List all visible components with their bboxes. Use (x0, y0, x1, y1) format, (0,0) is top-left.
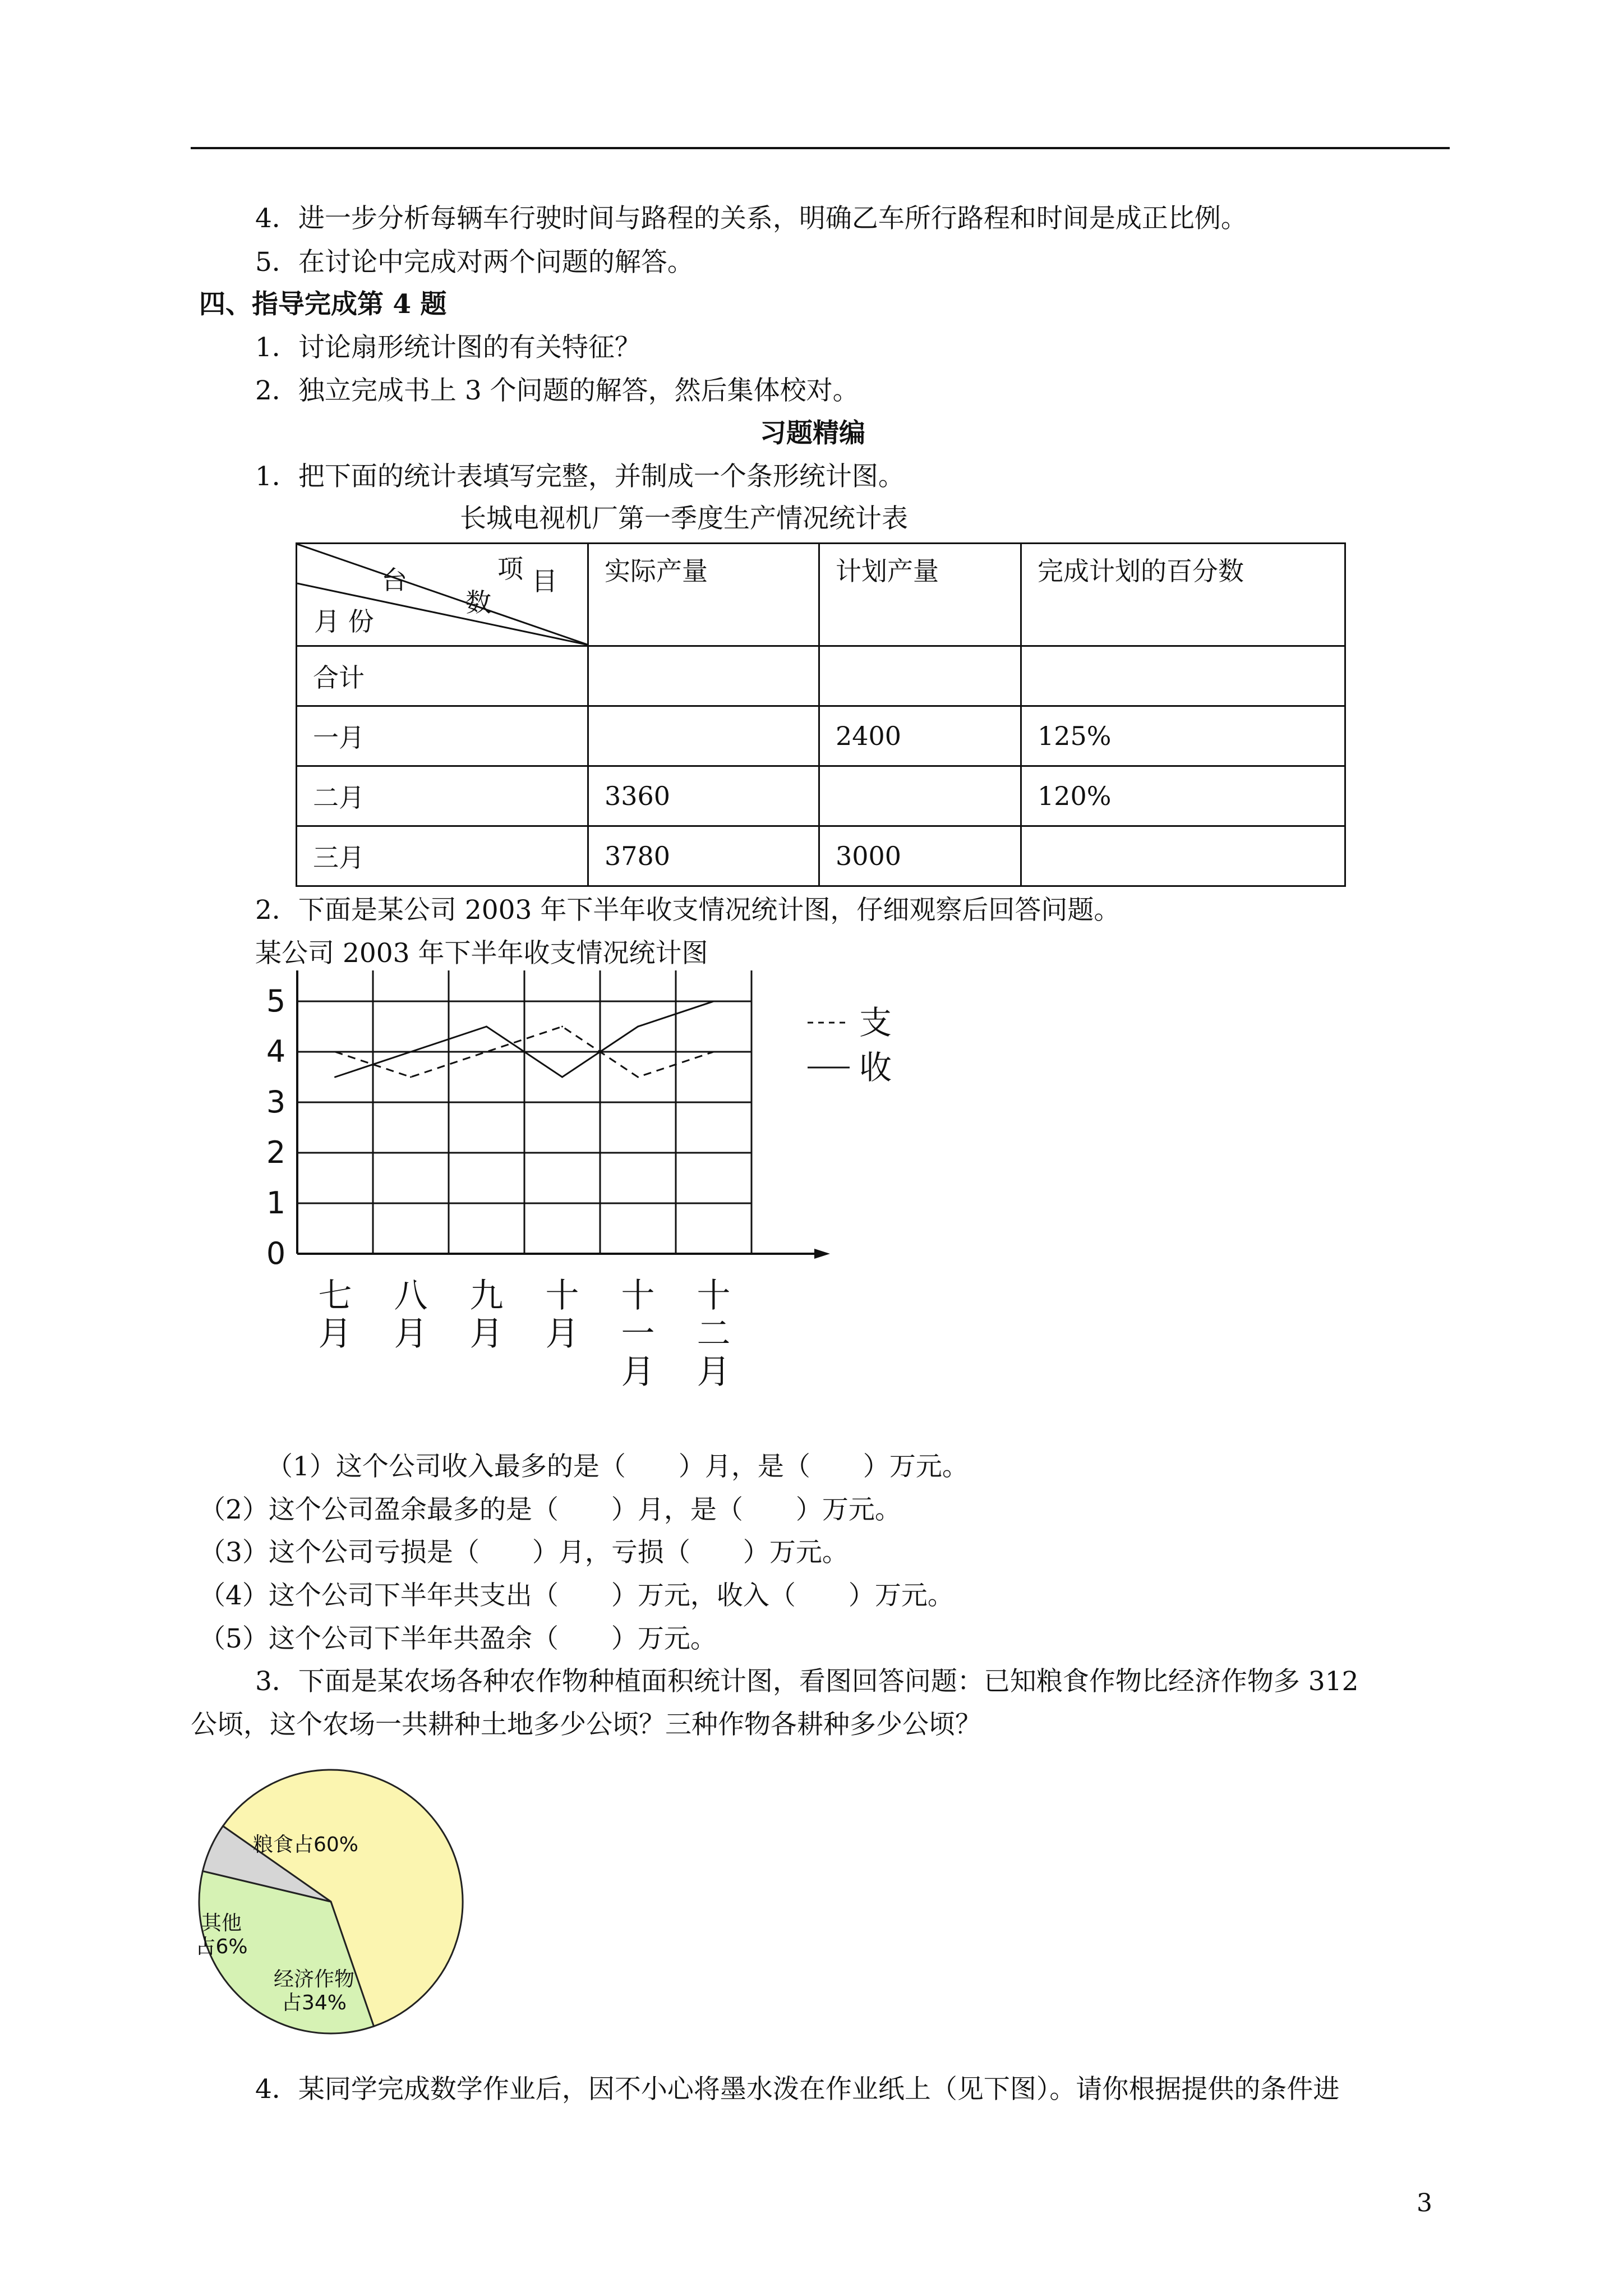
cell-actual: 3360 (588, 766, 819, 826)
data-point (486, 1051, 487, 1053)
question-item: （3）这个公司亏损是（ ）月，亏损（ ）万元。 (199, 1537, 849, 1568)
row-label: 合计 (297, 646, 588, 706)
table-row (297, 646, 1345, 706)
y-tick-label: 3 (266, 1084, 286, 1120)
x-axis-arrow (814, 1249, 830, 1259)
corner-item2: 目 (532, 566, 557, 596)
x-tick-label: 月 (545, 1314, 579, 1354)
pie-label: 经济作物 (273, 1968, 355, 1991)
question-4: 4．某同学完成数学作业后，因不小心将墨水泼在作业纸上（见下图）。请你根据提供的条件进 (255, 2074, 1340, 2105)
table-corner-cell (297, 544, 588, 646)
data-point (334, 1051, 336, 1053)
y-tick-label: 0 (266, 1236, 286, 1271)
legend-label: 支 (859, 1004, 892, 1042)
data-point (637, 1076, 639, 1078)
cell-pct: 125% (1021, 706, 1345, 766)
data-point (410, 1051, 412, 1053)
table-header-cell: 实际产量 (588, 544, 819, 646)
pie-label: 占34% (281, 1991, 347, 2014)
question-item: （4）这个公司下半年共支出（ ）万元，收入（ ）万元。 (199, 1580, 954, 1611)
row-label: 二月 (297, 766, 588, 826)
corner-tai: 台 (381, 565, 407, 595)
x-tick-label: 七 (318, 1276, 352, 1315)
data-point (334, 1076, 336, 1078)
question-item: （1）这个公司收入最多的是（ ）月，是（ ）万元。 (266, 1451, 969, 1482)
data-point (410, 1076, 412, 1078)
x-tick-label: 十 (621, 1276, 655, 1315)
table-row (297, 706, 1345, 766)
x-tick-label: 一 (621, 1314, 655, 1354)
pie-label: 占6% (195, 1935, 248, 1958)
pie-label: 粮食占60% (252, 1833, 359, 1856)
cell-actual: 3780 (588, 826, 819, 886)
header-rule (191, 147, 1450, 149)
x-tick-label: 十 (697, 1276, 731, 1315)
exercises-title: 习题精编 (760, 418, 865, 449)
text-line: 2．独立完成书上 3 个问题的解答，然后集体校对。 (255, 375, 859, 406)
row-label: 三月 (297, 826, 588, 886)
table-header-cell: 完成计划的百分数 (1021, 544, 1345, 646)
section-heading: 四、指导完成第 4 题 (199, 289, 447, 320)
corner-shu: 数 (465, 587, 491, 618)
x-tick-label: 月 (697, 1352, 731, 1392)
chart-title: 某公司 2003 年下半年收支情况统计图 (255, 938, 708, 969)
data-point (486, 1026, 487, 1028)
x-tick-label: 十 (545, 1276, 579, 1315)
data-point (713, 1001, 714, 1002)
x-tick-label: 月 (318, 1314, 352, 1354)
question-1: 1．把下面的统计表填写完整，并制成一个条形统计图。 (255, 461, 905, 492)
cell-plan: 3000 (819, 826, 1021, 886)
question-2: 2．下面是某公司 2003 年下半年收支情况统计图，仔细观察后回答问题。 (255, 895, 1121, 926)
question-item: （2）这个公司盈余最多的是（ ）月，是（ ）万元。 (199, 1494, 901, 1525)
pie-label: 其他 (201, 1912, 242, 1935)
y-tick-label: 1 (266, 1185, 286, 1221)
x-tick-label: 月 (621, 1352, 655, 1392)
row-label: 一月 (297, 706, 588, 766)
cell-plan (819, 766, 1021, 826)
page-number: 3 (1417, 2189, 1432, 2217)
cell-pct (1021, 826, 1345, 886)
crop-area-pie-chart (185, 1756, 477, 2047)
x-tick-label: 八 (394, 1276, 428, 1315)
y-tick-label: 2 (266, 1135, 286, 1170)
data-point (561, 1076, 563, 1078)
corner-month: 月 份 (314, 606, 374, 637)
question-item: （5）这个公司下半年共盈余（ ）万元。 (199, 1623, 717, 1654)
cell-plan: 2400 (819, 706, 1021, 766)
table-header-cell: 计划产量 (819, 544, 1021, 646)
data-point (713, 1051, 714, 1053)
corner-item: 项 (497, 554, 523, 584)
x-tick-label: 二 (697, 1314, 731, 1354)
cell-pct: 120% (1021, 766, 1345, 826)
cell-pct (1021, 646, 1345, 706)
data-point (637, 1026, 639, 1028)
y-tick-label: 5 (266, 983, 286, 1019)
table-title: 长城电视机厂第一季度生产情况统计表 (460, 503, 908, 534)
text-line: 1．讨论扇形统计图的有关特征？ (255, 332, 641, 363)
text-line: 4．进一步分析每辆车行驶时间与路程的关系，明确乙车所行路程和时间是成正比例。 (255, 203, 1247, 234)
table-row (297, 766, 1345, 826)
cell-actual (588, 706, 819, 766)
y-tick-label: 4 (266, 1034, 286, 1069)
x-tick-label: 九 (469, 1276, 504, 1315)
x-tick-label: 月 (469, 1314, 504, 1354)
text-line: 5．在讨论中完成对两个问题的解答。 (255, 247, 694, 278)
legend-label: 收 (859, 1048, 892, 1087)
question-3-line2: 公顷，这个农场一共耕种土地多少公顷？三种作物各耕种多少公顷？ (191, 1709, 981, 1740)
x-tick-label: 月 (394, 1314, 428, 1354)
cell-actual (588, 646, 819, 706)
production-table (296, 542, 1346, 887)
question-3-line1: 3．下面是某农场各种农作物种植面积统计图，看图回答问题：已知粮食作物比经济作物多 312 (255, 1666, 1359, 1697)
table-row (297, 826, 1345, 886)
data-point (561, 1026, 563, 1028)
income-expense-line-chart (247, 970, 920, 1453)
cell-plan (819, 646, 1021, 706)
